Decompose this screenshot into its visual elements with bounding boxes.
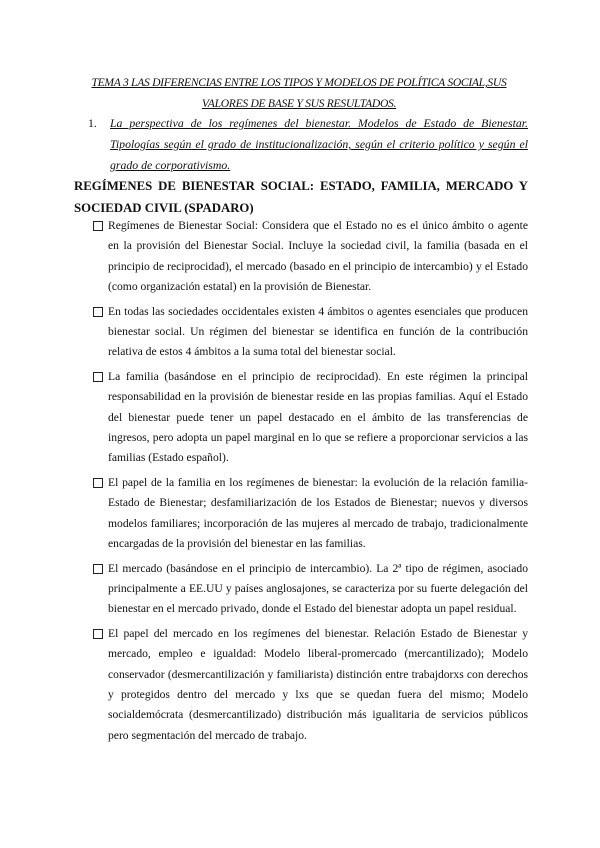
checkbox-bullet-icon [93,372,103,382]
checkbox-bullet-icon [93,307,103,317]
checkbox-bullet-icon [93,478,103,488]
list-item [93,367,528,469]
list-item [93,624,528,746]
section-title: La perspectiva de los regímenes del bienestar. Modelos de Estado de Bienestar. Tipologías según el grado de institucionalización, según el criterio político y según el grado de corporativismo. [110,116,528,172]
page-title: TEMA 3 LAS DIFERENCIAS ENTRE LOS TIPOS Y MODELOS DE POLÍTICA SOCIAL,SUS VALORES DE BASE Y SUS RESULTADOS. [91,76,507,110]
list-item [93,216,528,298]
list-item-text: El papel de la familia en los regímenes de bienestar: la evolución de la relación familia-Estado de Bienestar; desfamiliarización de los Estados de Bienestar; nuevos y diversos modelos familiares; incorporación de las mujeres al mercado de trabajo, tradicionalmente encargadas de la provisión del bienestar en las familias. [108,475,528,551]
list-item [93,302,528,363]
checkbox-bullet-icon [93,629,103,639]
list-item [93,473,528,555]
list-item-text: Regímenes de Bienestar Social: Considera que el Estado no es el único ámbito o agente en la provisión del Bienestar Social. Incluye la sociedad civil, la familia (basada en el principio de reciprocidad), el mercado (basado en el principio de intercambio) y el Estado (como organización estatal) en la provisión de Bienestar. [108,219,528,294]
list-item-text: El papel del mercado en los regímenes del bienestar. Relación Estado de Bienestar y mercado, empleo e igualdad: Modelo liberal-promercado (mercantilizado); Modelo conservador (desmercantilización y familiarista) distinción entre trabajdorxs con derechos y protegidos dentro del mercado y lxs que se quedan fuera del mismo; Modelo socialdemócrata (desmercantilizado) distribución más igualitaria de servicios públicos pero segmentación del mercado de trabajo. [108,626,528,742]
list-item-text: En todas las sociedades occidentales existen 4 ámbitos o agentes esenciales que producen bienestar social. Un régimen del bienestar se identifica en función de la contribución relativa de estos 4 ámbitos a la suma total del bienestar social. [108,304,528,359]
section-heading: REGÍMENES DE BIENESTAR SOCIAL: ESTADO, FAMILIA, MERCADO Y SOCIEDAD CIVIL (SPADARO) [74,179,528,215]
checkbox-bullet-icon [93,221,103,231]
list-item [93,559,528,620]
bullet-list [93,216,528,750]
list-item-text: El mercado (basándose en el principio de intercambio). La 2ª tipo de régimen, asociado principalmente a EE.UU y países anglosajones, se caracteriza por su fuerte delegación del bienestar en el mercado privado, donde el Estado del bienestar adopta un papel residual. [108,561,528,616]
numbered-section [88,113,528,176]
section-number: 1. [88,116,97,130]
checkbox-bullet-icon [93,564,103,574]
list-item-text: La familia (basándose en el principio de reciprocidad). En este régimen la principal responsabilidad en la provisión de bienestar reside en las propias familias. Aquí el Estado del bienestar puede tener un papel destacado en el ámbito de las transferencias de ingresos, pero adopta un papel marginal en lo que se refiere a proporcionar servicios a las familias (Estado español). [108,369,528,465]
